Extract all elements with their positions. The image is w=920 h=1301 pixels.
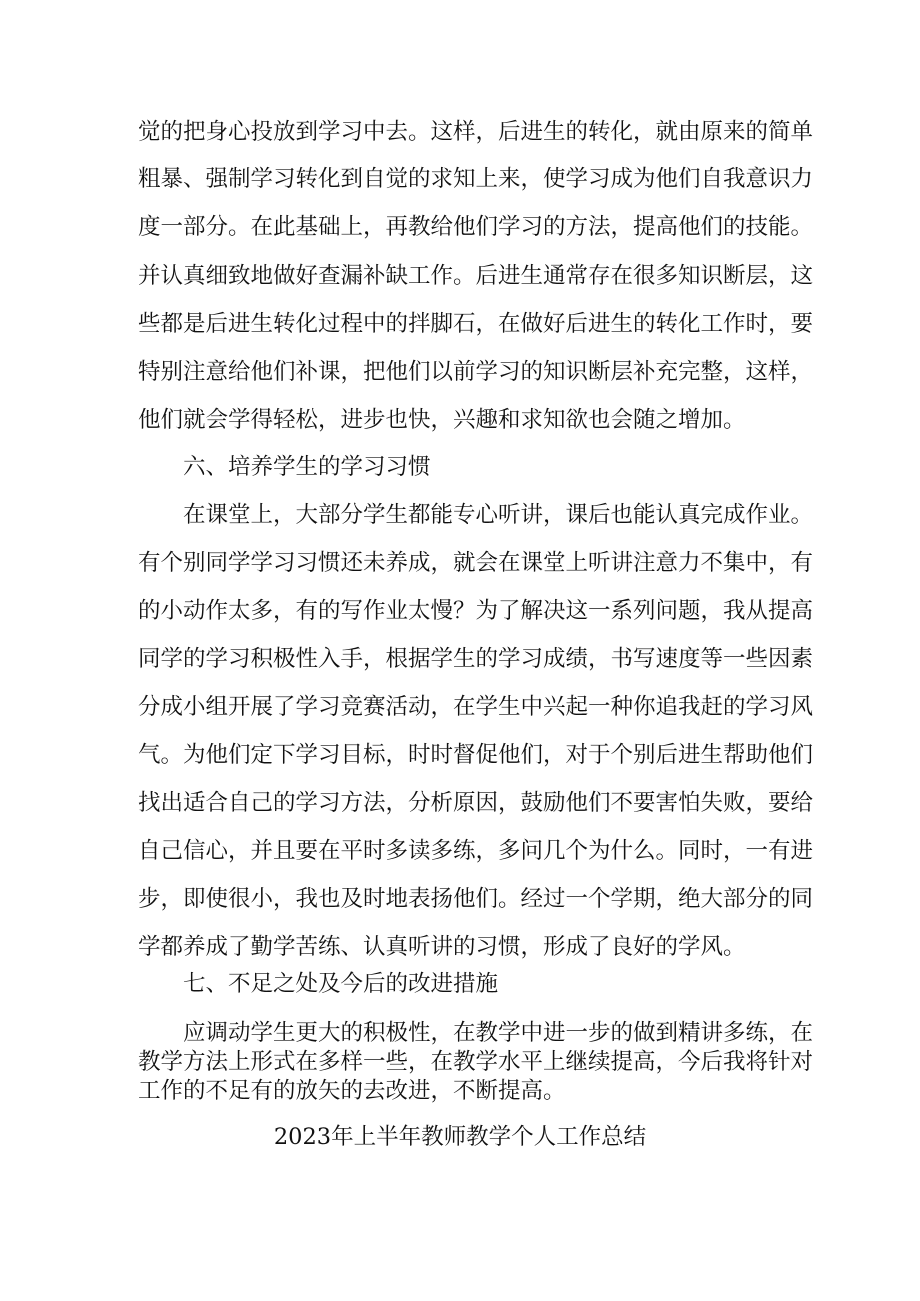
paragraph-line: 在课堂上，大部分学生都能专心听讲，课后也能认真完成作业。: [183, 502, 814, 528]
paragraph-line: 气。为他们定下学习目标，时时督促他们，对于个别后进生帮助他们: [138, 742, 814, 768]
paragraph-line: 找出适合自己的学习方法，分析原因，鼓励他们不要害怕失败，要给: [138, 790, 814, 816]
paragraph-line: 觉的把身心投放到学习中去。这样，后进生的转化，就由原来的简单: [138, 119, 814, 145]
paragraph-line: 工作的不足有的放矢的去改进，不断提高。: [138, 1078, 566, 1104]
paragraph-line: 分成小组开展了学习竞赛活动，在学生中兴起一种你追我赶的学习风: [138, 694, 814, 720]
paragraph-line: 自己信心，并且要在平时多读多练，多问几个为什么。同时，一有进: [138, 838, 814, 864]
section-heading-7: 七、不足之处及今后的改进措施: [183, 971, 499, 997]
paragraph-line: 同学的学习积极性入手，根据学生的学习成绩，书写速度等一些因素: [138, 646, 814, 672]
paragraph-line: 教学方法上形式在多样一些，在教学水平上继续提高，今后我将针对: [138, 1049, 814, 1075]
paragraph-line: 的小动作太多，有的写作业太慢？为了解决这一系列问题，我从提高: [138, 598, 814, 624]
paragraph-line: 粗暴、强制学习转化到自觉的求知上来，使学习成为他们自我意识力: [138, 166, 814, 192]
paragraph-line: 度一部分。在此基础上，再教给他们学习的方法，提高他们的技能。: [138, 214, 814, 240]
paragraph-line: 应调动学生更大的积极性，在教学中进一步的做到精讲多练，在: [183, 1020, 814, 1046]
paragraph-line: 并认真细致地做好查漏补缺工作。后进生通常存在很多知识断层，这: [138, 263, 814, 289]
paragraph-line: 些都是后进生转化过程中的拌脚石，在做好后进生的转化工作时，要: [138, 311, 814, 337]
section-heading-6: 六、培养学生的学习习惯: [183, 454, 431, 480]
document-title: 2023年上半年教师教学个人工作总结: [273, 1124, 647, 1150]
paragraph-line: 有个别同学学习习惯还未养成，就会在课堂上听讲注意力不集中，有: [138, 550, 814, 576]
paragraph-line: 步，即使很小，我也及时地表扬他们。经过一个学期，绝大部分的同: [138, 886, 814, 912]
paragraph-line: 他们就会学得轻松，进步也快，兴趣和求知欲也会随之增加。: [138, 407, 746, 433]
paragraph-line: 学都养成了勤学苦练、认真听讲的习惯，形成了良好的学风。: [138, 934, 746, 960]
paragraph-line: 特别注意给他们补课，把他们以前学习的知识断层补充完整，这样，: [138, 359, 814, 385]
